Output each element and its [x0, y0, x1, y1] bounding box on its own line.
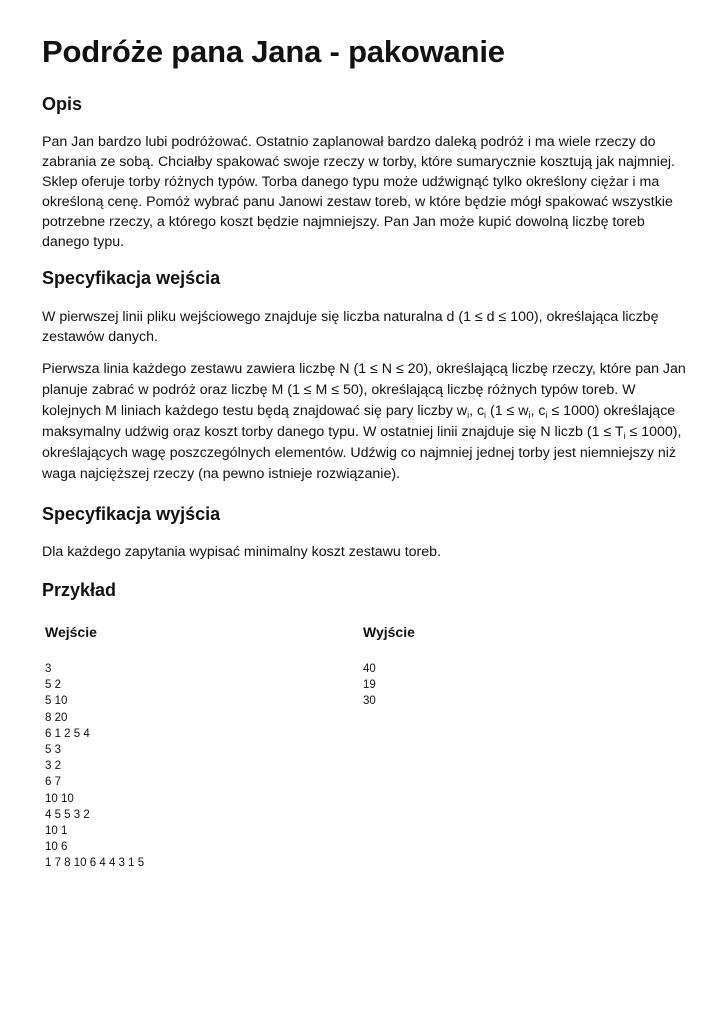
example-input — [45, 661, 144, 872]
page-title: Podróże pana Jana - pakowanie — [42, 34, 505, 69]
wejscie-paragraph-1: W pierwszej linii pliku wejściowego znajduje się liczba naturalna d (1 ≤ d ≤ 100), określająca liczbę zestawów danych. — [42, 309, 659, 345]
section-heading-opis: Opis — [42, 94, 83, 114]
wyjscie-text: Dla każdego zapytania wypisać minimalny koszt zestawu toreb. — [42, 544, 442, 560]
opis-text: Pan Jan bardzo lubi podróżować. Ostatnio zaplanował bardzo daleką podróż i ma wiele rzeczy do zabrania ze sobą. Chciałby spakować swoje rzeczy w torby, które sumarycznie kosztują jak najmniej. Sklep oferuje torby różnych typów. Torba danego typu może udźwignąć tylko określony ciężar i ma określoną cenę. Pomóż wybrać panu Janowi zestaw toreb, w które będzie mógł spakować wszystkie potrzebne rzeczy, a którego koszt będzie najmniejszy. Pan Jan może kupić dowolną liczbę toreb danego typu. — [42, 134, 675, 250]
example-output-line: 30 — [363, 695, 376, 708]
example-input-line: 6 7 — [45, 776, 61, 789]
example-input-line: 10 6 — [45, 841, 68, 854]
example-input-line: 6 1 2 5 4 — [45, 727, 90, 740]
example-output-line: 40 — [363, 663, 376, 675]
example-output-label: Wyjście — [363, 624, 415, 640]
section-heading-wejscie: Specyfikacja wejścia — [42, 268, 221, 288]
example-input-line: 3 2 — [45, 760, 61, 773]
example-input-line: 10 10 — [45, 792, 74, 805]
example-input-label: Wejście — [45, 624, 97, 640]
example-input-line: 8 20 — [45, 711, 68, 724]
example-input-line: 5 10 — [45, 695, 68, 708]
example-input-line: 4 5 5 3 2 — [45, 808, 90, 821]
example-input-line: 5 2 — [45, 679, 61, 692]
example-input-line: 5 3 — [45, 744, 61, 757]
section-heading-wyjscie: Specyfikacja wyjścia — [42, 504, 221, 524]
section-heading-przyklad: Przykład — [42, 580, 117, 600]
example-output — [363, 661, 376, 710]
example-output-line: 19 — [363, 679, 376, 692]
example-input-line: 1 7 8 10 6 4 4 3 1 5 — [45, 857, 145, 870]
example-input-line: 10 1 — [45, 825, 68, 838]
example-input-line: 3 — [45, 663, 52, 675]
wejscie-paragraph-2: Pierwsza linia każdego zestawu zawiera liczbę N (1 ≤ N ≤ 20), określającą liczbę rzeczy, które pan Jan planuje zabrać w podróż oraz liczbę M (1 ≤ M ≤ 50), określającą liczbę różnych typów toreb. W kolejnych M liniach każdego testu będą znajdować się pary liczby $w_i$, $c_i$ ($1 \le w_i$, $c_i \le 1000$) określające maksymalny udźwig oraz koszt torby danego typu. W ostatniej linii znajduje się N liczb $(1 \le T_i \le 1000)$, określających wagę poszczególnych elementów. Udźwig co najmniej jednej torby jest niemniejszy niż waga najcięższej rzeczy (na pewno istnieje rozwiązanie). — [42, 361, 686, 482]
